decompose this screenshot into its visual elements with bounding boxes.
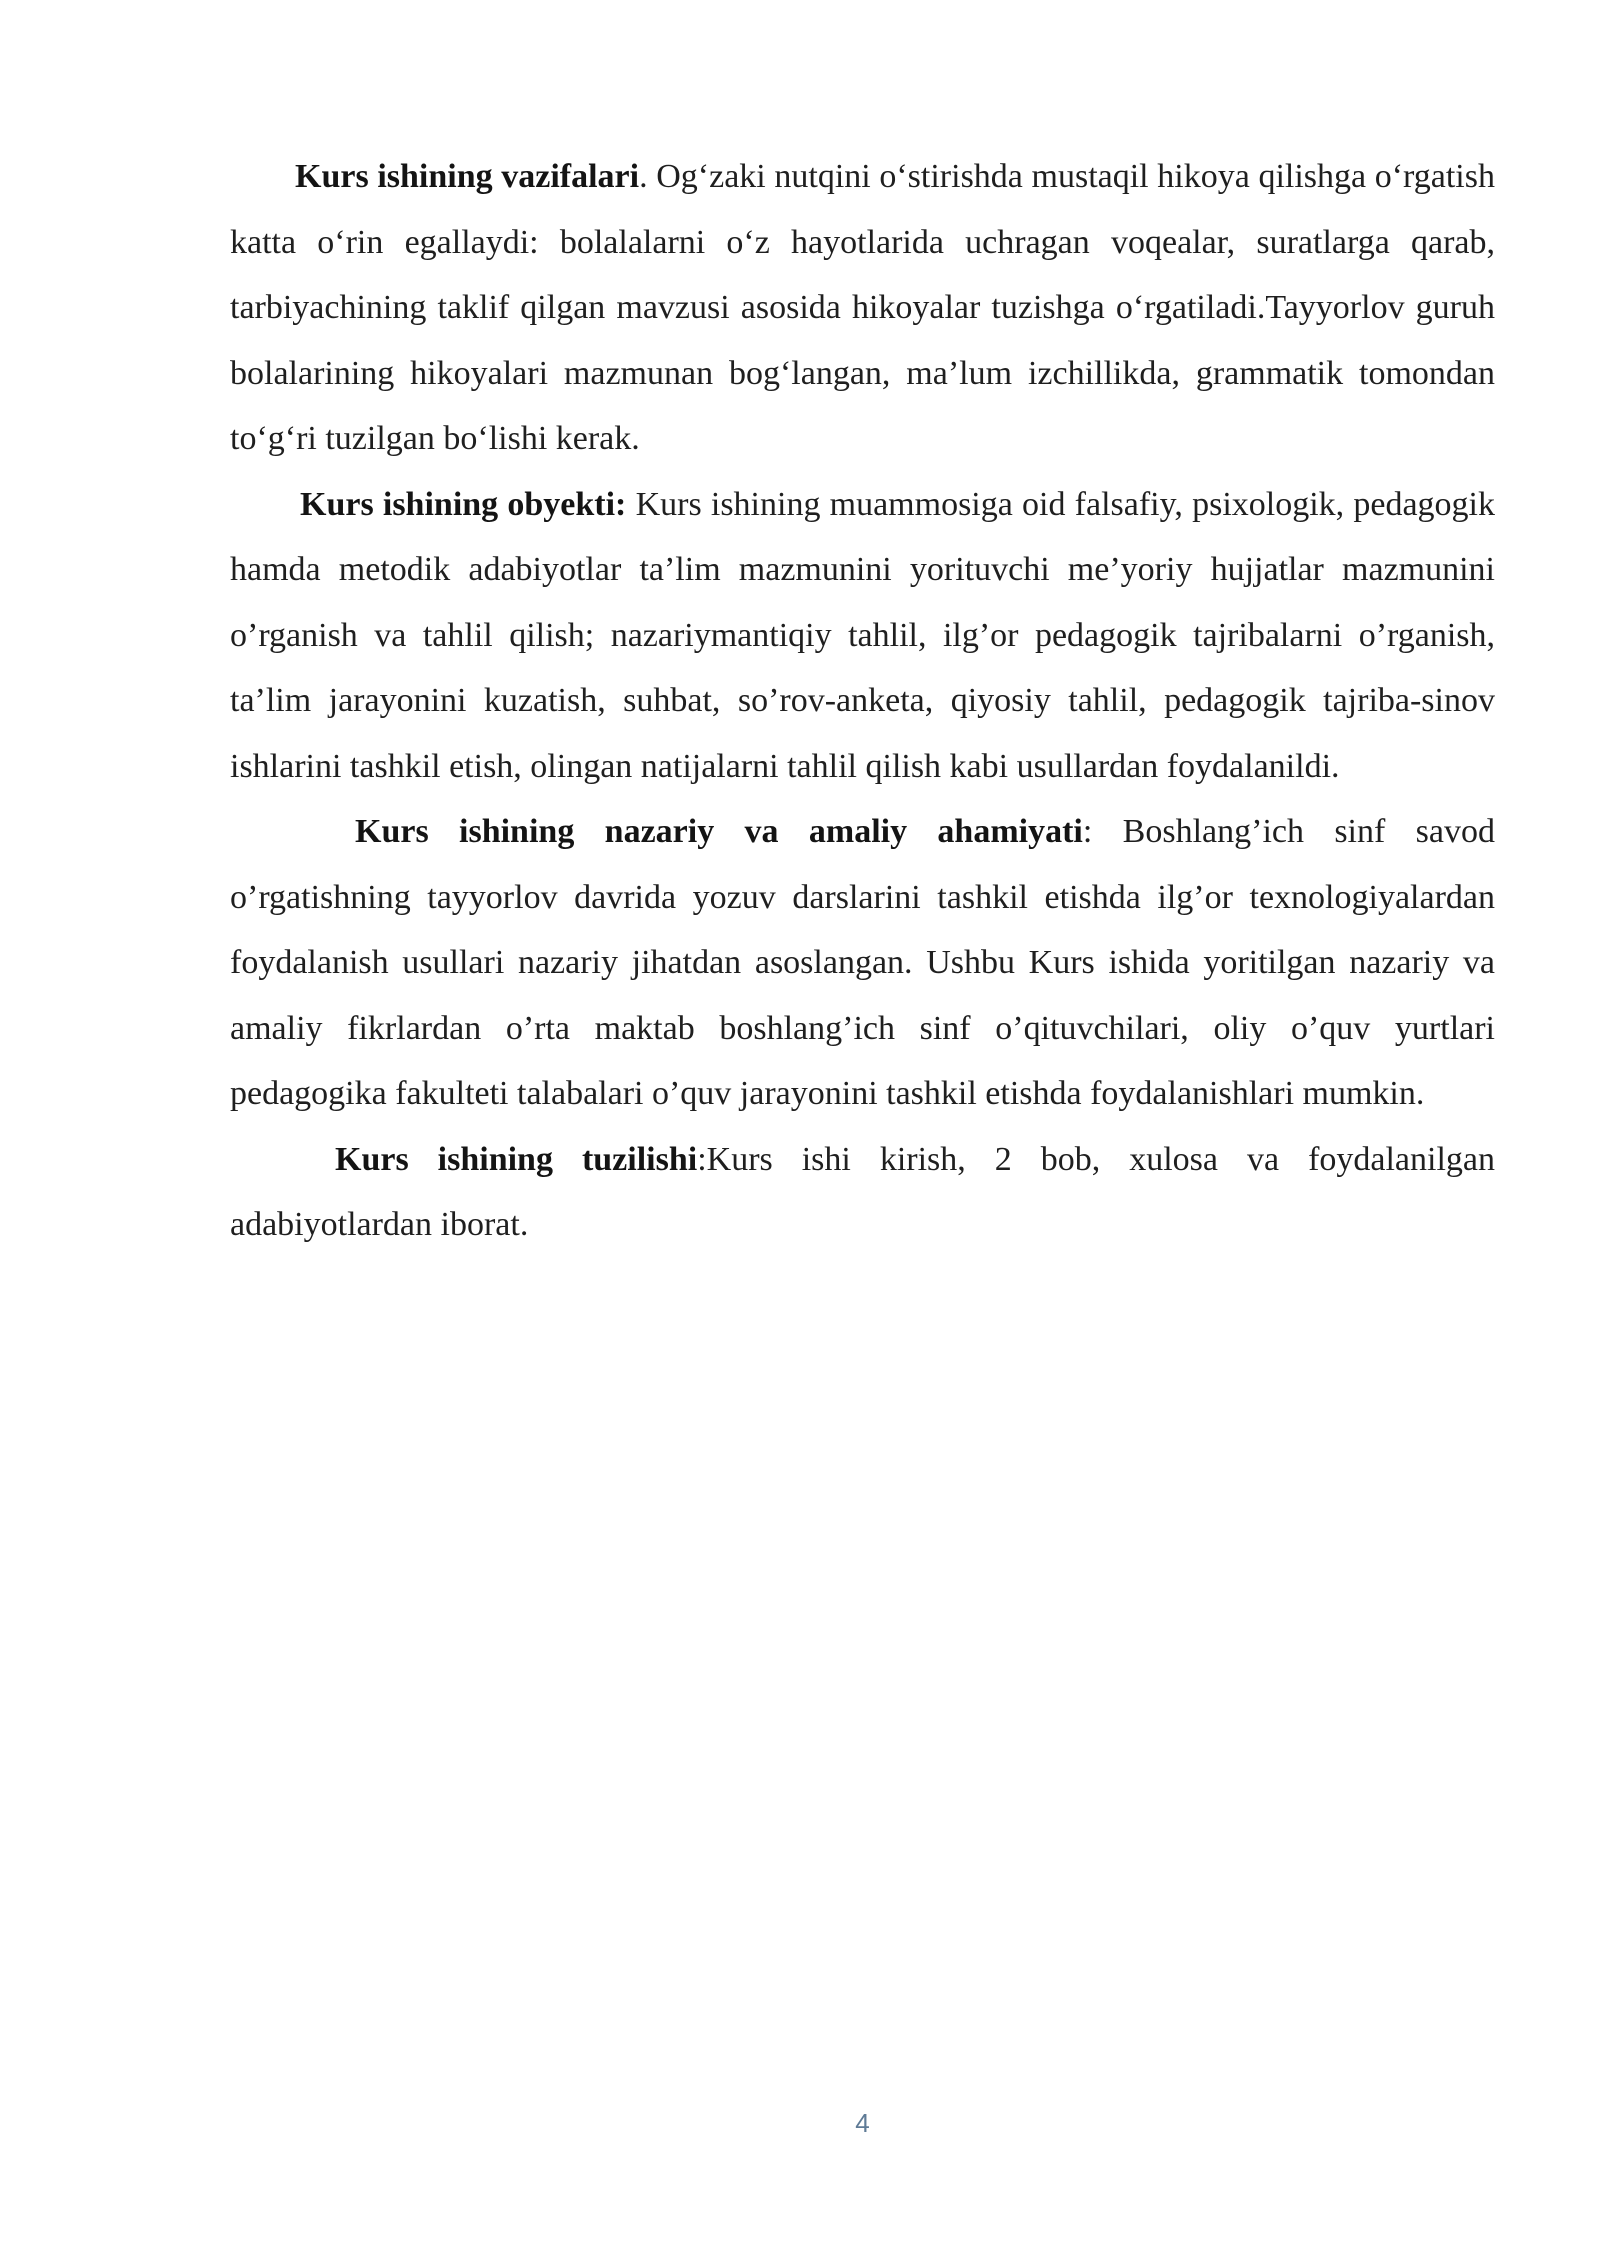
paragraph-text: Kurs ishining muammosiga oid falsafiy, psixologik, pedagogik hamda metodik adabiyotlar ta’lim mazmunini yorituvchi me’yoriy hujjatlar mazmunini o’rganish va tahlil qilish; nazariymantiqiy tahlil, ilg’or pedagogik tajribalarni o’rganish, ta’lim jarayonini kuzatish, suhbat, so’rov-anketa, qiyosiy tahlil, pedagogik tajriba-sinov ishlarini tashkil etish, olingan natijalarni tahlil qilish kabi usullardan foydalanildi. xyxy=(230,485,1495,785)
paragraph-heading: Kurs ishining vazifalari xyxy=(295,158,640,195)
document-body xyxy=(230,144,1495,1258)
paragraph-text: :Kurs ishi kirish, 2 bob, xulosa va foydalanilgan adabiyotlardan iborat. xyxy=(230,1140,1495,1243)
paragraph-text: : Boshlang’ich sinf savod o’rgatishning tayyorlov davrida yozuv darslarini tashkil etishda ilg’or texnologiyalardan foydalanish usullari nazariy jihatdan asoslangan. Ushbu Kurs ishida yoritilgan nazariy va amaliy fikrlardan o’rta maktab boshlang’ich sinf o’qituvchilari, oliy o’quv yurtlari pedagogika fakulteti talabalari o’quv jarayonini tashkil etishda foydalanishlari mumkin. xyxy=(230,813,1495,1112)
paragraph-heading: Kurs ishining tuzilishi xyxy=(335,1140,698,1178)
paragraph-text: . Og‘zaki nutqini o‘stirishda mustaqil hikoya qilishga o‘rgatish katta o‘rin egallaydi: bolalalarni o‘z hayotlarida uchragan voqealar, suratlarga qarab, tarbiyachining taklif qilgan mavzusi asosida hikoyalar tuzishga o‘rgatiladi.Tayyorlov guruh bolalarining hikoyalari mazmunan bog‘langan, ma’lum izchillikda, grammatik tomondan to‘g‘ri tuzilgan bo‘lishi kerak. xyxy=(230,158,1495,457)
paragraph-obyekti xyxy=(230,472,1495,800)
paragraph-heading: Kurs ishining nazariy va amaliy ahamiyati xyxy=(355,813,1083,850)
paragraph-ahamiyati xyxy=(230,799,1495,1127)
page-number: 4 xyxy=(855,2108,870,2138)
paragraph-heading: Kurs ishining obyekti: xyxy=(300,485,627,523)
paragraph-vazifalari xyxy=(230,144,1495,472)
paragraph-tuzilishi xyxy=(230,1127,1495,1258)
